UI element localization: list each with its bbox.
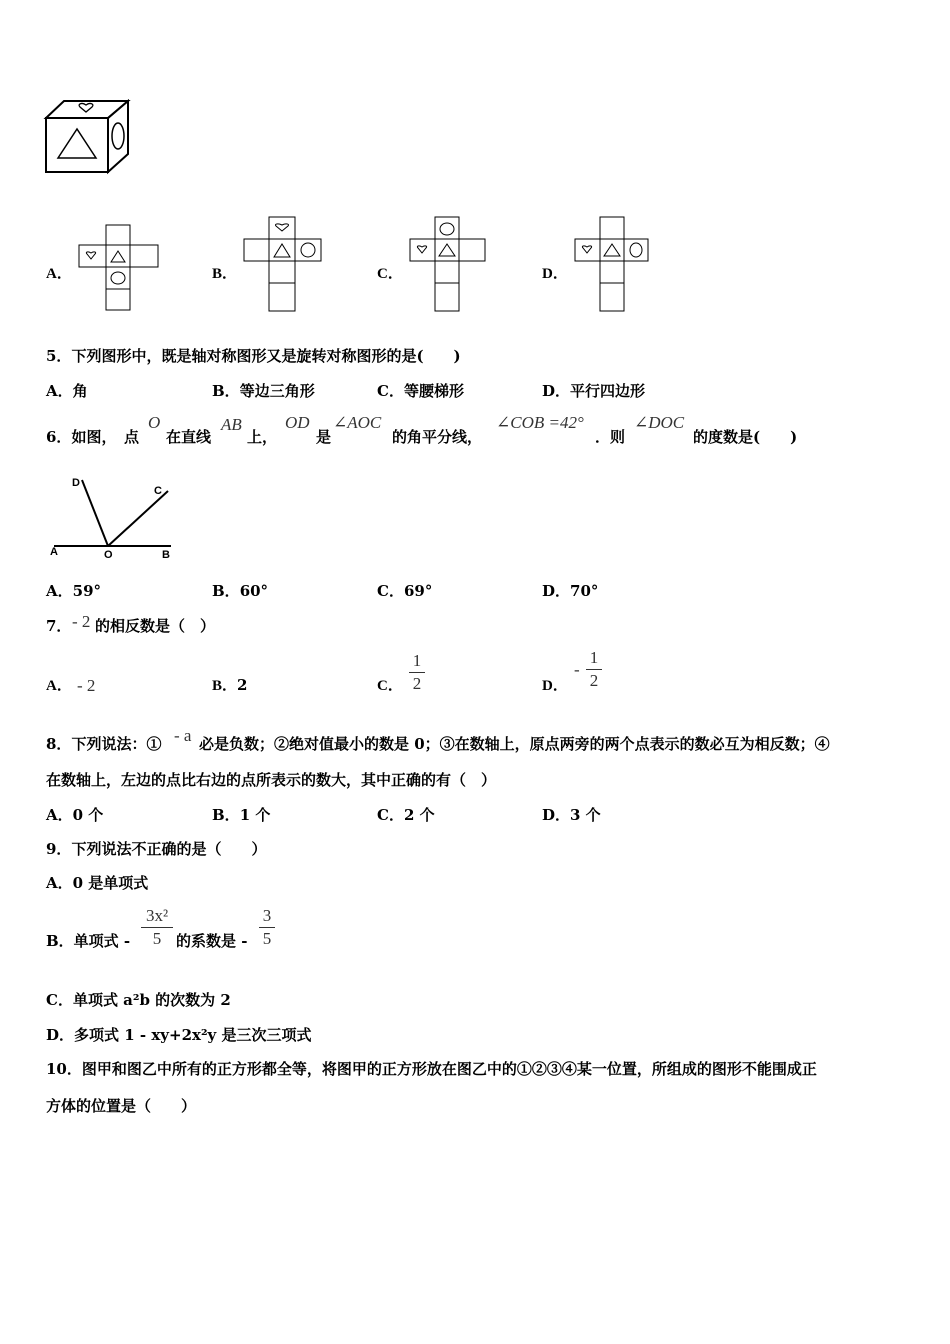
q6-c-letter: C． <box>377 582 404 600</box>
q6-b-letter: B． <box>212 582 240 600</box>
q9-b-fraction-2 <box>259 906 275 949</box>
label-o: O <box>104 549 113 561</box>
q7-d-fraction <box>586 648 602 691</box>
q6-option-d[interactable] <box>542 580 598 601</box>
q7-math-neg2: - 2 <box>72 612 91 631</box>
q7-b-letter: B． <box>212 678 238 694</box>
q5-number: 5． <box>46 347 72 365</box>
ray-oc <box>108 491 168 546</box>
q7-option-d[interactable] <box>542 674 568 695</box>
q5-a-letter: A． <box>46 382 73 400</box>
cube-figure <box>44 98 134 174</box>
q8-a-text: 0 个 <box>72 806 104 824</box>
q4-option-a-letter[interactable]: A． <box>46 266 72 282</box>
label-a: A <box>50 546 58 558</box>
q7-a-value: - 2 <box>77 676 96 695</box>
q8-line2: 在数轴上，左边的点比右边的点所表示的数大，其中正确的有（ ） <box>46 771 497 789</box>
q5-option-a[interactable] <box>46 380 88 401</box>
q7-option-c[interactable] <box>377 674 403 695</box>
q8-text-2: 必是负数；②绝对值最小的数是 0；③在数轴上，原点两旁的两个点表示的数必互为相反数；④ <box>199 735 830 753</box>
q8-option-a[interactable] <box>46 804 103 825</box>
q8-a-letter: A． <box>46 806 73 824</box>
label-d: D <box>72 477 80 489</box>
q7-option-b[interactable] <box>212 674 247 695</box>
q7-d-denominator: 2 <box>589 671 599 690</box>
q4-option-c-net[interactable] <box>409 216 489 312</box>
q7-c-letter: C． <box>377 678 403 694</box>
q8-option-b[interactable] <box>212 804 270 825</box>
q4-option-d-net[interactable] <box>574 216 650 312</box>
q8-text-1: 下列说法：① <box>71 735 162 753</box>
q9-b-numerator-2: 3 <box>262 906 272 925</box>
q6-text-7: 的度数是( ) <box>693 428 798 446</box>
q8-line1-start <box>46 733 161 754</box>
q7-d-numerator: 1 <box>589 648 599 667</box>
q8-option-c[interactable] <box>377 804 435 825</box>
q6-math-doc: ∠DOC <box>634 413 685 432</box>
q6-text-3: 上， <box>247 428 278 446</box>
q7-d-sign: - <box>574 660 580 679</box>
q5-c-letter: C． <box>377 382 404 400</box>
q7-d-letter: D． <box>542 678 568 694</box>
q6-option-b[interactable] <box>212 580 268 601</box>
q6-a-letter: A． <box>46 582 73 600</box>
ray-od <box>82 480 108 546</box>
q4-option-c-letter[interactable]: C． <box>377 266 403 282</box>
q8-number: 8． <box>46 735 72 753</box>
q9-option-b-prefix[interactable]: B．单项式 - <box>46 932 131 950</box>
q8-b-text: 1 个 <box>239 806 271 824</box>
q6-text-6: ．则 <box>595 428 626 446</box>
q10-line1 <box>46 1058 817 1079</box>
q6-math-od: OD <box>285 413 310 432</box>
q5-stem <box>46 345 461 366</box>
q8-c-text: 2 个 <box>403 806 435 824</box>
q8-option-d[interactable] <box>542 804 601 825</box>
q9-b-fraction-1 <box>141 906 173 949</box>
q7-b-text: 2 <box>237 676 248 694</box>
label-c: C <box>154 485 162 497</box>
q9-option-b-mid: 的系数是 - <box>176 932 248 950</box>
q9-b-denominator-1: 5 <box>152 929 162 948</box>
q5-d-text: 平行四边形 <box>570 382 646 400</box>
q6-a-text: 59° <box>72 582 102 600</box>
q7-c-numerator: 1 <box>412 651 422 670</box>
q6-text-5: 的角平分线， <box>392 428 483 446</box>
q9-option-c[interactable]: C．单项式 a²b 的次数为 2 <box>46 991 231 1009</box>
q8-d-letter: D． <box>542 806 571 824</box>
q4-option-b-letter[interactable]: B． <box>212 266 238 282</box>
q6-b-text: 60° <box>239 582 269 600</box>
q6-angle-figure <box>46 470 181 562</box>
q5-option-b[interactable] <box>212 380 315 401</box>
q5-b-letter: B． <box>212 382 240 400</box>
q7-stem: 的相反数是（ ） <box>95 617 216 635</box>
q4-option-a-net[interactable] <box>78 224 160 312</box>
q6-option-a[interactable] <box>46 580 101 601</box>
q6-math-aoc: ∠AOC <box>333 413 382 432</box>
q9-b-numerator-1: 3x² <box>145 906 169 925</box>
q8-d-text: 3 个 <box>570 806 601 824</box>
q6-math-ab: AB <box>221 415 242 434</box>
label-b: B <box>162 549 170 561</box>
q6-math-o: O <box>148 413 161 432</box>
q5-option-d[interactable] <box>542 380 645 401</box>
q6-number: 6． <box>46 428 72 446</box>
q6-d-text: 70° <box>570 582 599 600</box>
q9-b-denominator-2: 5 <box>262 929 272 948</box>
q5-d-letter: D． <box>542 382 571 400</box>
q6-number-prefix <box>46 426 139 447</box>
q6-text-1: 如图， 点 <box>71 428 139 446</box>
q8-b-letter: B． <box>212 806 240 824</box>
q7-a-letter: A． <box>46 678 72 694</box>
q5-option-c[interactable] <box>377 380 464 401</box>
q6-d-letter: D． <box>542 582 571 600</box>
q5-b-text: 等边三角形 <box>239 382 315 400</box>
q10-number: 10． <box>46 1060 82 1078</box>
q10-line2: 方体的位置是（ ） <box>46 1097 197 1115</box>
q8-c-letter: C． <box>377 806 404 824</box>
q9-stem <box>46 838 266 859</box>
q5-c-text: 等腰梯形 <box>403 382 464 400</box>
q9-text: 下列说法不正确的是（ ） <box>71 840 267 858</box>
q9-option-a[interactable]: A．0 是单项式 <box>46 874 149 892</box>
q4-option-d-letter[interactable]: D． <box>542 266 568 282</box>
q7-option-a[interactable] <box>46 674 72 695</box>
q4-option-b-net[interactable] <box>243 216 323 312</box>
q6-option-c[interactable] <box>377 580 432 601</box>
q7-c-fraction <box>409 651 425 694</box>
q7-number: 7． <box>46 617 72 635</box>
q6-text-2: 在直线 <box>166 428 212 446</box>
q5-text: 下列图形中，既是轴对称图形又是旋转对称图形的是( ) <box>71 347 461 365</box>
q7-c-denominator: 2 <box>412 674 422 693</box>
q6-math-cob: ∠COB =42° <box>496 413 584 432</box>
q6-text-4: 是 <box>316 428 332 446</box>
q9-option-d[interactable]: D．多项式 1 - xy+2x²y 是三次三项式 <box>46 1026 312 1044</box>
q6-c-text: 69° <box>403 582 433 600</box>
q9-number: 9． <box>46 840 72 858</box>
q5-a-text: 角 <box>72 382 88 400</box>
q8-math-neg-a: - a <box>174 726 192 745</box>
q10-text-1: 图甲和图乙中所有的正方形都全等，将图甲的正方形放在图乙中的①②③④某一位置，所组成的图形不能围成正 <box>81 1060 817 1078</box>
